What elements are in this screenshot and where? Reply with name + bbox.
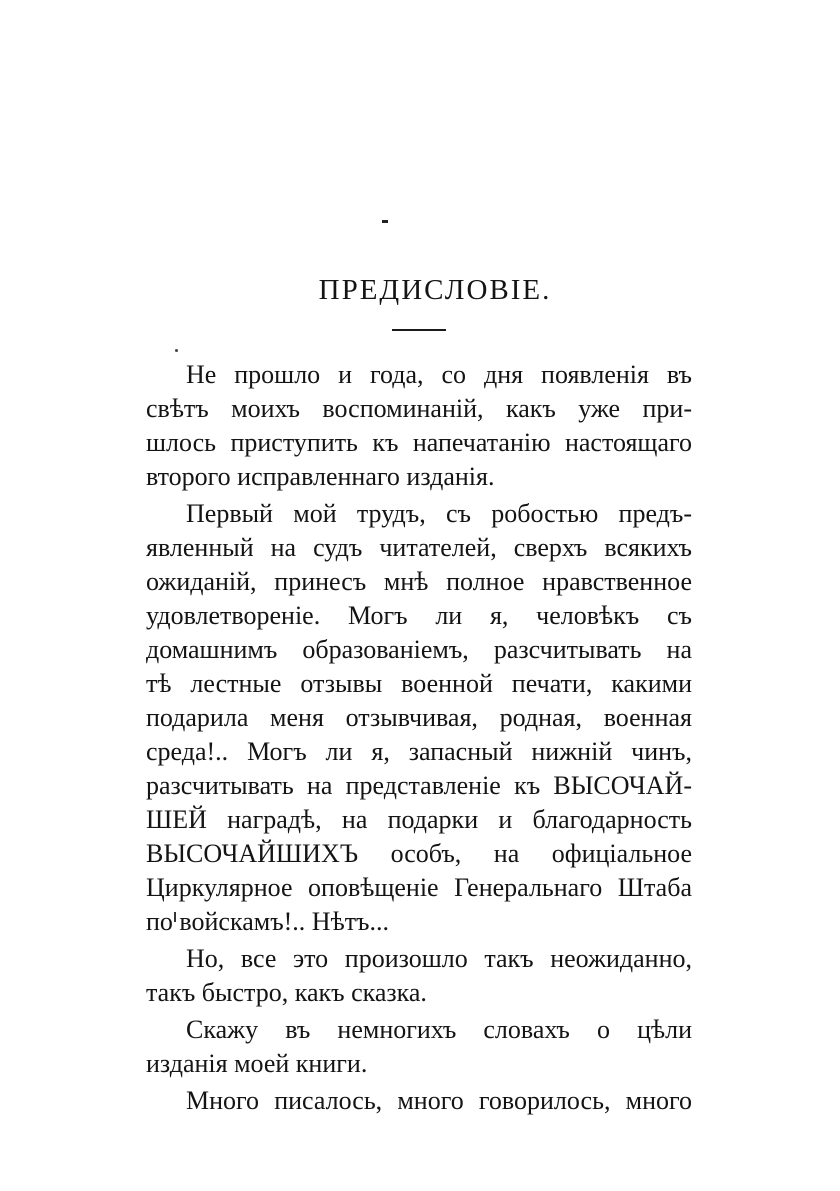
text-line: тѣ лестные отзывы военной печати, какими: [146, 669, 692, 698]
text-line: Скажу въ немногихъ словахъ о цѣли: [186, 1015, 692, 1044]
text-line: ожиданій, принесъ мнѣ полное нравственное: [146, 567, 692, 596]
text-line: ШЕЙ наградѣ, на подарки и благодарность: [146, 805, 692, 834]
paragraph-2: [146, 497, 692, 939]
text-line: подарила меня отзывчивая, родная, военная: [146, 703, 692, 732]
text-line: по войскамъ!.. Нѣтъ...: [146, 907, 390, 936]
text-line: свѣтъ моихъ воспоминаній, какъ уже при-: [146, 394, 692, 423]
paragraph-5: [146, 1084, 692, 1118]
text-line: Много писалось, много говорилось, много: [186, 1086, 692, 1115]
paragraph-4: [146, 1013, 692, 1081]
text-line: второго исправленнаго изданія.: [146, 462, 495, 491]
text-line: разсчитывать на представленіе къ ВЫСОЧАЙ-: [146, 771, 692, 800]
text-line: изданія моей книги.: [146, 1049, 368, 1078]
title-divider: [392, 329, 446, 331]
text-line: среда!.. Могъ ли я, запасный нижній чинъ,: [146, 737, 692, 766]
page-title: ПРЕДИСЛОВІЕ.: [318, 274, 552, 306]
text-line: явленный на судъ читателей, сверхъ всякихъ: [146, 533, 692, 562]
text-line: шлось приступить къ напечатанію настоящаго: [146, 428, 692, 457]
paragraph-1: [146, 358, 692, 494]
text-line: ВЫСОЧАЙШИХЪ особъ, на офиціальное: [146, 839, 692, 868]
text-line: удовлетвореніе. Могъ ли я, человѣкъ съ: [146, 601, 692, 630]
text-line: домашнимъ образованіемъ, разсчитывать на: [146, 635, 692, 664]
text-line: Циркулярное оповѣщеніе Генеральнаго Штаба: [146, 873, 692, 902]
text-line: такъ быстро, какъ сказка.: [146, 978, 427, 1007]
print-mark: [382, 220, 388, 223]
preface-body: [146, 358, 692, 1121]
print-speck: [175, 349, 178, 352]
text-line: Первый мой трудъ, съ робостью предъ-: [186, 499, 692, 528]
text-line: Но, все это произошло такъ неожиданно,: [186, 944, 692, 973]
text-line: Не прошло и года, со дня появленія въ: [186, 360, 692, 389]
paragraph-3: [146, 942, 692, 1010]
